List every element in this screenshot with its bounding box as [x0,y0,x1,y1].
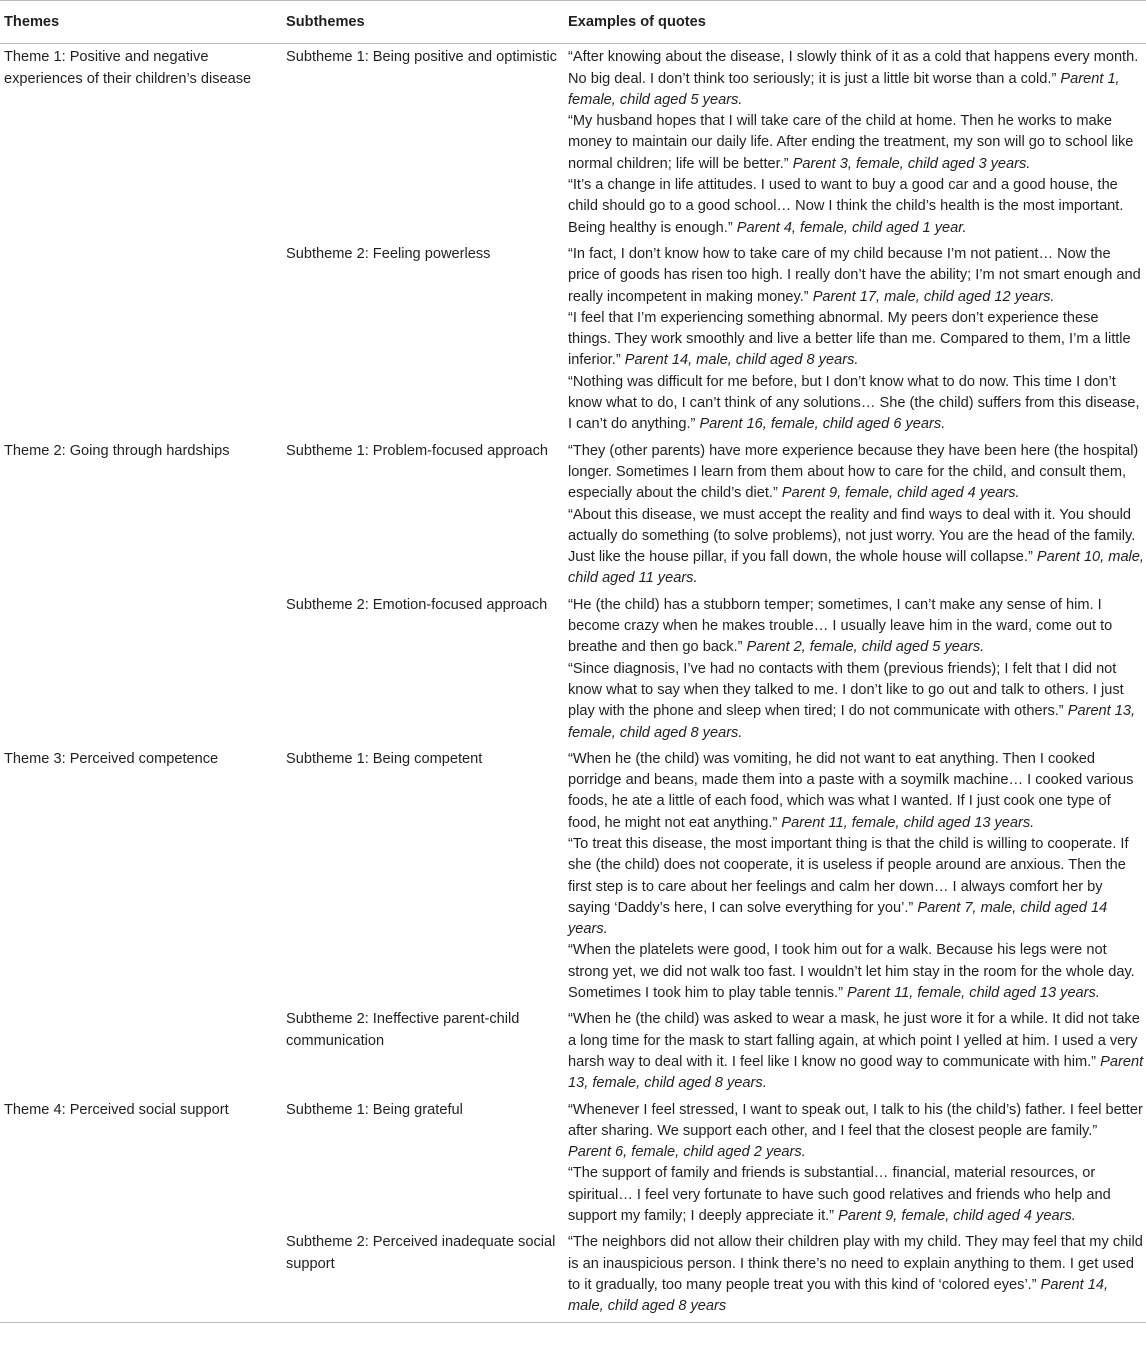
table-row [0,1097,1146,1230]
quote [568,1009,1144,1094]
quotes-cell [564,592,1146,746]
header-subthemes: Subthemes [282,1,564,44]
quote-source: Parent 13, female, child aged 8 years. [568,703,1136,741]
quote-source: Parent 6, female, child aged 2 years. [568,1144,806,1161]
subtheme-cell: Subtheme 2: Emotion-focused approach [286,596,548,613]
quote-text: “The neighbors did not allow their children play with my child. They may feel that my child is an inauspicious person. I think there’s no need to explain anything to them. I get used to it gradually, too many people treat you with this kind of ‘colored eyes’.” [568,1234,1143,1293]
quotes-cell [564,746,1146,1007]
theme-cell [0,241,282,438]
quote-source: Parent 14, male, child aged 8 years [568,1276,1109,1315]
quote [568,659,1144,744]
quote-text: “When he (the child) was asked to wear a mask, he just wore it for a while. It did not take a long time for the mask to start falling again, at which point I yelled at him. I used a very harsh way to deal with it. I feel like I know no good way to communicate with him.” [568,1011,1140,1070]
quote-source: Parent 11, female, child aged 13 years. [781,814,1035,831]
quote-text: “Whenever I feel stressed, I want to speak out, I talk to his (the child’s) father. I feel better after sharing. We support each other, and I feel that the closest people are family.” [568,1101,1143,1139]
quote-source: Parent 9, female, child aged 4 years. [838,1208,1076,1225]
quote [568,595,1144,659]
quotes-cell [564,1229,1146,1322]
theme-cell [0,1006,282,1096]
table-row [0,241,1146,438]
quotes-cell [564,1006,1146,1096]
subtheme-cell: Subtheme 1: Being positive and optimistic [286,49,557,66]
quote-text: “He (the child) has a stubborn temper; sometimes, I can’t make any sense of him. I become crazy when he makes trouble… I usually leave him in the ward, come out to breathe and then go back.” [568,596,1113,656]
quote-text: “About this disease, we must accept the reality and find ways to deal with it. You should actually do something (to solve problems), not just worry. You are the head of the family. Just like the house pillar, if you fall down, the whole house will collapse.” [568,506,1136,566]
table-header [0,1,1146,44]
quote-text: “When he (the child) was vomiting, he did not want to eat anything. Then I cooked porridge and beans, made them into a paste with a soymilk machine… I cooked various foods, he ate a little of each food, which was what I wanted. If I just cook one type of food, he might not eat anything.” [568,750,1134,831]
quote [568,47,1144,111]
quote-source: Parent 11, female, child aged 13 years. [847,985,1100,1002]
subtheme-cell: Subtheme 2: Feeling powerless [286,245,491,262]
table-row [0,592,1146,746]
quote-source: Parent 14, male, child aged 8 years. [624,352,859,369]
quotes-cell [564,1097,1146,1230]
quote [568,505,1144,590]
quote-source: Parent 16, female, child aged 6 years. [699,416,946,433]
quote [568,244,1144,308]
table-row [0,1006,1146,1096]
subtheme-cell: Subtheme 1: Problem-focused approach [286,442,549,459]
theme-cell: Theme 4: Perceived social support [4,1101,229,1118]
subtheme-cell: Subtheme 1: Being competent [286,750,483,767]
theme-cell [0,592,282,746]
quote [568,372,1144,436]
quote-text: “They (other parents) have more experience because they have been here (the hospital) longer. Sometimes I learn from them about how to care for the child, and consult them, especially about the child’s diet.” [568,442,1139,502]
table-row [0,1229,1146,1322]
quote-source: Parent 10, male, child aged 11 years. [568,549,1144,587]
subtheme-cell: Subtheme 2: Ineffective parent-child communication [286,1011,520,1049]
theme-cell: Theme 1: Positive and negative experiences of their children’s disease [4,49,252,87]
quote-source: Parent 17, male, child aged 12 years. [812,288,1055,305]
quote-text: “I feel that I’m experiencing something abnormal. My peers don’t experience these things. They work smoothly and live a better life than me. Compared to them, I’m a little inferior.” [568,309,1131,369]
quote-source: Parent 4, female, child aged 1 year. [736,219,967,236]
header-themes: Themes [0,1,282,44]
quote-source: Parent 2, female, child aged 5 years. [746,639,985,656]
quote [568,175,1144,239]
quotes-cell [564,44,1146,241]
quote [568,441,1144,505]
quote-source: Parent 3, female, child aged 3 years. [792,155,1031,172]
table-row [0,44,1146,241]
table-body [0,44,1146,1322]
quote-text: “When the platelets were good, I took him out for a walk. Because his legs were not strong yet, we did not walk too fast. I wouldn’t let him stay in the room for the whole day. Sometimes I took him to play table tennis.” [568,942,1135,1002]
quote [568,1232,1144,1317]
quote [568,749,1144,834]
quote-source: Parent 7, male, child aged 14 years. [568,899,1108,938]
quote-text: “After knowing about the disease, I slowly think of it as a cold that happens every month. No big deal. I don’t think too seriously; it is just a little bit worse than a cold.” [568,49,1139,87]
quote [568,1100,1144,1164]
quote [568,1163,1144,1227]
quote-text: “The support of family and friends is substantial… financial, material resources, or spiritual… I feel very fortunate to have such good relatives and friends who help and support my family; I deeply appreciate it.” [568,1165,1111,1225]
quote-source: Parent 13, female, child aged 8 years. [568,1053,1144,1092]
header-row [0,1,1146,44]
subtheme-cell: Subtheme 2: Perceived inadequate social support [282,1229,564,1322]
quote-text: “My husband hopes that I will take care of the child at home. Then he works to make money to maintain our daily life. After ending the treatment, my son will go to school like normal children; life will be better.” [568,113,1134,172]
quote-text: “It’s a change in life attitudes. I used to want to buy a good car and a good house, the child should go to a good school… Now I think the child’s health is the most important. Being healthy is enough.” [568,177,1124,236]
theme-cell: Theme 2: Going through hardships [4,442,230,459]
table-row [0,438,1146,592]
theme-cell [0,1229,282,1322]
quote-source: Parent 1, female, child aged 5 years. [568,70,1120,108]
quote-text: “To treat this disease, the most important thing is that the child is willing to cooperate. If she (the child) does not cooperate, it is useless if people around are anxious. Then the first step is to care about her feelings and calm her down… I always comfort her by saying ‘Daddy’s here, I can solve everything for you’.” [568,835,1129,916]
theme-cell: Theme 3: Perceived competence [4,750,219,767]
quote-text: “Nothing was difficult for me before, but I don’t know what to do now. This time I don’t know what to do, I can’t think of any solutions… She (the child) suffers from this disease, I can’t do anything.” [568,373,1140,433]
quote [568,834,1144,940]
subtheme-cell: Subtheme 1: Being grateful [286,1101,463,1118]
table-row [0,746,1146,1007]
quote [568,308,1144,372]
quote [568,940,1144,1004]
quote-text: “In fact, I don’t know how to take care of my child because I’m not patient… Now the price of goods has risen too high. I really don’t have the ability; I’m not smart enough and really incompetent in making money.” [568,245,1141,305]
header-quotes: Examples of quotes [564,1,1146,44]
quotes-cell [564,438,1146,592]
quote [568,111,1144,175]
quote-text: “Since diagnosis, I’ve had no contacts with them (previous friends); I felt that I did not know what to say when they talked to me. I don’t like to go out and talk to others. I just play with the phone and sleep when tired; I do not communicate with others.” [568,660,1124,720]
quotes-cell [564,241,1146,438]
quote-source: Parent 9, female, child aged 4 years. [781,485,1020,502]
